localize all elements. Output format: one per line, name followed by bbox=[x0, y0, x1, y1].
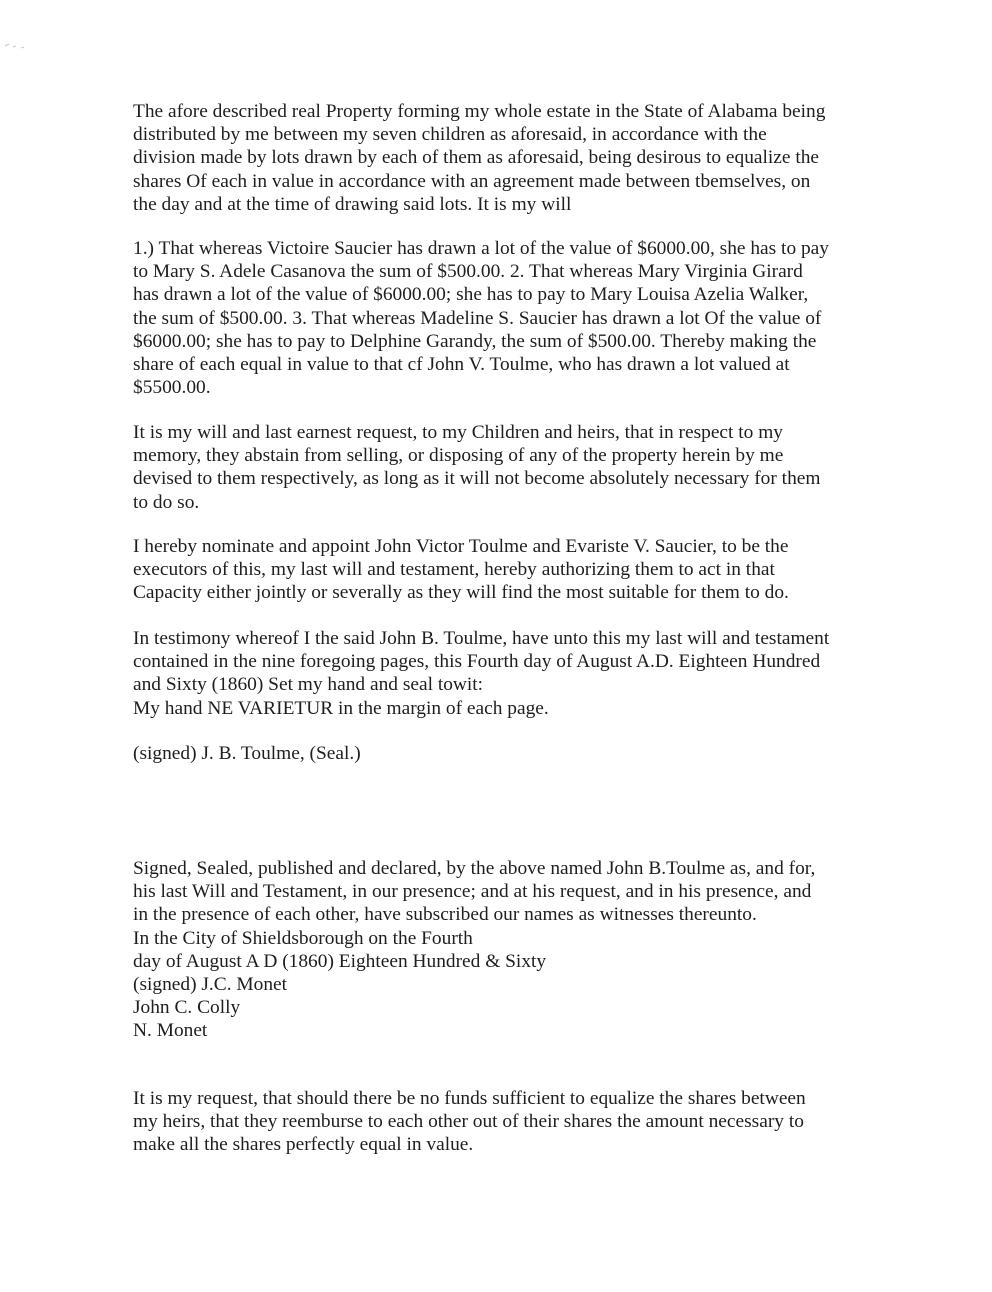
scan-artifact-mark bbox=[4, 40, 32, 50]
text-line: $6000.00; she has to pay to Delphine Garandy, the sum of $500.00. Thereby making the bbox=[133, 330, 817, 352]
text-line: my heirs, that they reemburse to each other out of their shares the amount necessary to bbox=[133, 1111, 804, 1133]
executors-paragraph bbox=[133, 535, 893, 605]
text-line: (signed) J. B. Toulme, (Seal.) bbox=[133, 743, 361, 764]
text-line: Signed, Sealed, published and declared, by the above named John B.Toulme as, and for, bbox=[133, 858, 816, 879]
final-request-paragraph bbox=[133, 1087, 893, 1157]
text-line: It is my request, that should there be no funds sufficient to equalize the shares between bbox=[133, 1088, 806, 1109]
text-line: executors of this, my last will and testament, hereby authorizing them to act in that bbox=[133, 559, 775, 581]
request-paragraph bbox=[133, 421, 893, 514]
text-line: in the presence of each other, have subscribed our names as witnesses thereunto. bbox=[133, 904, 757, 926]
text-line: share of each equal in value to that cf John V. Toulme, who has drawn a lot valued at bbox=[133, 354, 790, 376]
text-line: I hereby nominate and appoint John Victor Toulme and Evariste V. Saucier, to be the bbox=[133, 536, 789, 557]
text-line: to do so. bbox=[133, 491, 200, 513]
text-line: It is my will and last earnest request, to my Children and heirs, that in respect to my bbox=[133, 422, 783, 443]
text-line: Capacity either jointly or severally as they will find the most suitable for them to do. bbox=[133, 582, 789, 604]
testimony-paragraph bbox=[133, 627, 893, 720]
text-line: to Mary S. Adele Casanova the sum of $500.00. 2. That whereas Mary Virginia Girard bbox=[133, 261, 803, 283]
text-line: My hand NE VARIETUR in the margin of each page. bbox=[133, 697, 549, 719]
signature-line bbox=[133, 742, 893, 765]
text-line: has drawn a lot of the value of $6000.00; she has to pay to Mary Louisa Azelia Walker, bbox=[133, 284, 809, 306]
text-line: contained in the nine foregoing pages, this Fourth day of August A.D. Eighteen Hundred bbox=[133, 651, 821, 673]
estate-distribution-paragraph bbox=[133, 100, 893, 216]
text-line: In the City of Shieldsborough on the Fourth bbox=[133, 927, 473, 949]
text-line: division made by lots drawn by each of them as aforesaid, being desirous to equalize the bbox=[133, 147, 820, 169]
text-line: day of August A D (1860) Eighteen Hundred & Sixty bbox=[133, 950, 547, 972]
text-line: the sum of $500.00. 3. That whereas Madeline S. Saucier has drawn a lot Of the value of bbox=[133, 307, 822, 329]
text-line: devised to them respectively, as long as it will not become absolutely necessary for them bbox=[133, 468, 821, 490]
text-line: make all the shares perfectly equal in value. bbox=[133, 1134, 474, 1156]
witness-signature-line: John C. Colly bbox=[133, 997, 241, 1019]
text-line: distributed by me between my seven children as aforesaid, in accordance with the bbox=[133, 124, 767, 146]
text-line: the day and at the time of drawing said lots. It is my will bbox=[133, 193, 572, 215]
text-line: memory, they abstain from selling, or disposing of any of the property herein by me bbox=[133, 445, 784, 467]
equalization-clauses-paragraph bbox=[133, 237, 893, 399]
text-line: 1.) That whereas Victoire Saucier has drawn a lot of the value of $6000.00, she has to pay bbox=[133, 238, 829, 259]
text-line: $5500.00. bbox=[133, 377, 211, 399]
text-line: In testimony whereof I the said John B. Toulme, have unto this my last will and testament bbox=[133, 628, 830, 649]
text-line: shares Of each in value in accordance with an agreement made between tbemselves, on bbox=[133, 170, 811, 192]
witness-signature-line: (signed) J.C. Monet bbox=[133, 974, 288, 996]
witness-signature-line: N. Monet bbox=[133, 1020, 208, 1042]
text-line: his last Will and Testament, in our presence; and at his request, and in his presence, and bbox=[133, 881, 812, 903]
text-line: The afore described real Property forming my whole estate in the State of Alabama being bbox=[133, 101, 826, 122]
text-line: and Sixty (1860) Set my hand and seal towit: bbox=[133, 674, 484, 696]
witness-attestation-paragraph bbox=[133, 857, 893, 1043]
